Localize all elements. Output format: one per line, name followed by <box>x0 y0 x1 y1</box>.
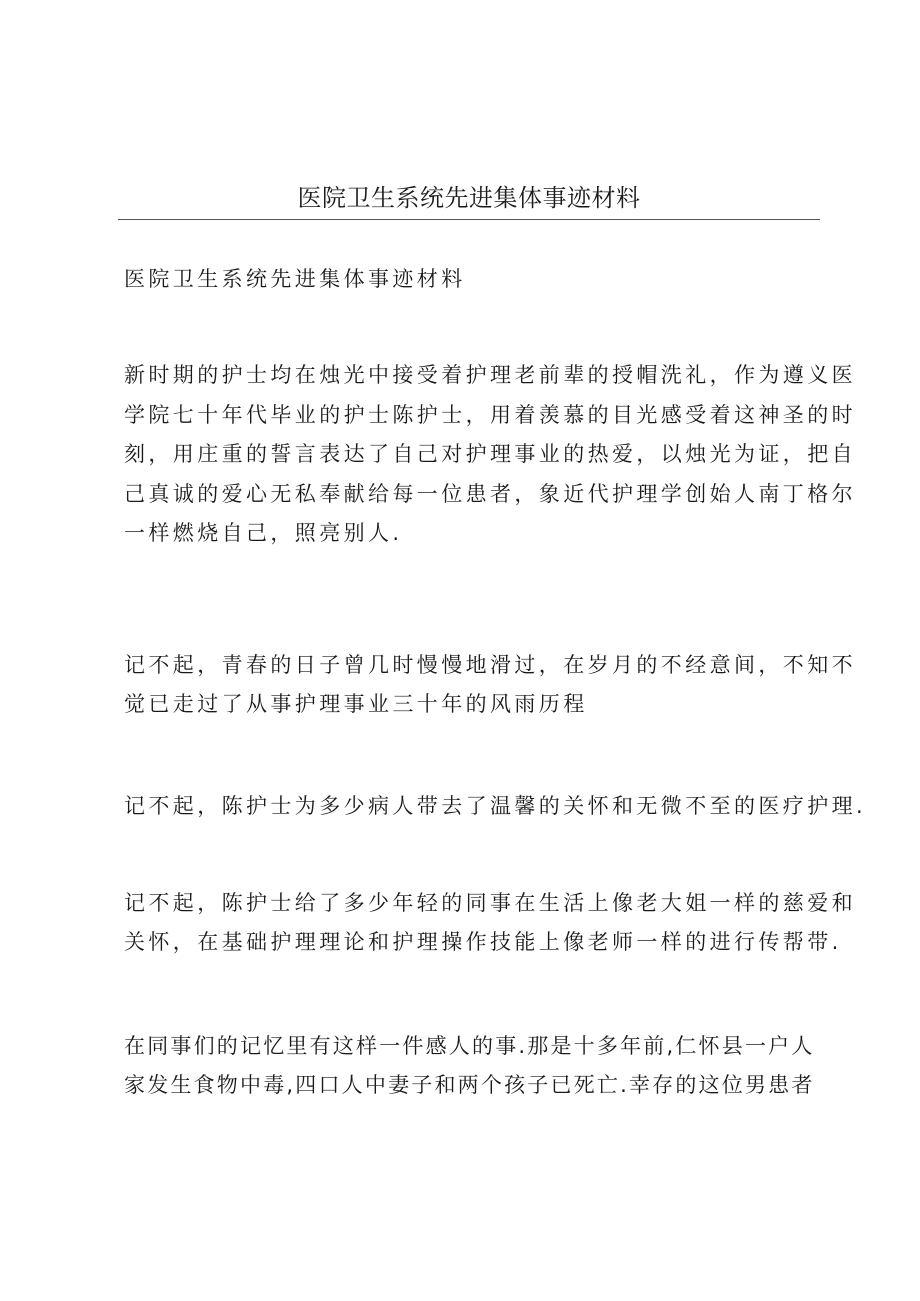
paragraph-line: 关怀，在基础护理理论和护理操作技能上像老师一样的进行传帮带. <box>124 930 842 954</box>
header-title: 医院卫生系统先进集体事迹材料 <box>297 184 641 212</box>
paragraph-1 <box>124 356 856 554</box>
document-title: 医院卫生系统先进集体事迹材料 <box>124 267 466 291</box>
page-header <box>118 178 820 220</box>
paragraph-3 <box>124 789 867 823</box>
paragraph-line: 一样燃烧自己，照亮别人. <box>124 521 403 546</box>
paragraph-5 <box>124 1027 824 1105</box>
paragraph-line: 在同事们的记忆里有这样一件感人的事.那是十多年前,仁怀县一户人 <box>124 1034 815 1058</box>
paragraph-line: 新时期的护士均在烛光中接受着护理老前辈的授帽洗礼，作为遵义医 <box>124 363 856 387</box>
paragraph-line: 记不起，陈护士为多少病人带去了温馨的关怀和无微不至的医疗护理. <box>124 794 867 818</box>
paragraph-line: 刻，用庄重的誓言表达了自己对护理事业的热爱，以烛光为证，把自 <box>124 442 856 467</box>
paragraph-4 <box>124 884 856 962</box>
paragraph-line: 学院七十年代毕业的护士陈护士，用着羡慕的目光感受着这神圣的时 <box>124 402 856 427</box>
paragraph-line: 觉已走过了从事护理事业三十年的风雨历程 <box>124 692 588 716</box>
paragraph-line: 记不起，陈护士给了多少年轻的同事在生活上像老大姐一样的慈爱和 <box>124 891 856 915</box>
paragraph-2 <box>124 646 856 724</box>
paragraph-line: 记不起，青春的日子曾几时慢慢地滑过，在岁月的不经意间，不知不 <box>124 653 856 677</box>
paragraph-line: 己真诚的爱心无私奉献给每一位患者，象近代护理学创始人南丁格尔 <box>124 481 856 506</box>
paragraph-line: 家发生食物中毒,四口人中妻子和两个孩子已死亡.幸存的这位男患者 <box>124 1073 815 1097</box>
